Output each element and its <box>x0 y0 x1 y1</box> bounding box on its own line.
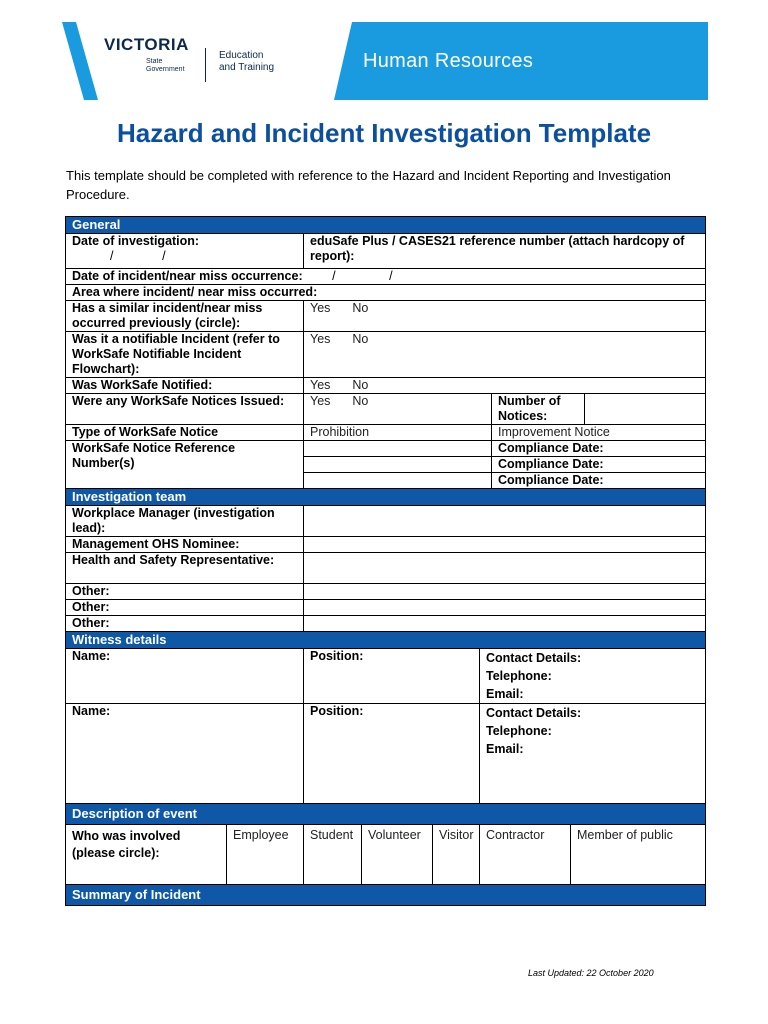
notices-issued-options[interactable]: Yes No <box>304 394 492 425</box>
number-of-notices-input[interactable] <box>585 394 706 425</box>
date-of-incident-field[interactable]: Date of incident/near miss occurrence: / / <box>66 269 706 285</box>
notice-reference-input-1[interactable] <box>304 441 492 457</box>
witness-position-2[interactable]: Position: <box>304 704 480 804</box>
witness-contact-2[interactable]: Contact Details: Telephone: Email: <box>480 704 706 804</box>
witness-name-2[interactable]: Name: <box>66 704 304 804</box>
hsr-input[interactable] <box>304 553 706 584</box>
notice-reference-input-3[interactable] <box>304 473 492 489</box>
option-contractor[interactable]: Contractor <box>480 825 571 885</box>
worksafe-notified-options[interactable]: Yes No <box>304 378 706 394</box>
other-input-1[interactable] <box>304 584 706 600</box>
similar-incident-label: Has a similar incident/near miss occurred previously (circle): <box>66 301 304 332</box>
notifiable-incident-label: Was it a notifiable Incident (refer to WorkSafe Notifiable Incident Flowchart): <box>66 332 304 378</box>
section-general: General <box>66 217 706 234</box>
section-witness-details: Witness details <box>66 632 706 649</box>
other-label-3: Other: <box>66 616 304 632</box>
who-involved-label: Who was involved (please circle): <box>66 825 227 885</box>
notice-type-prohibition[interactable]: Prohibition <box>304 425 492 441</box>
compliance-date-3[interactable]: Compliance Date: <box>492 473 706 489</box>
victoria-logo-sub: State Government <box>146 58 185 73</box>
date-of-investigation-field[interactable]: Date of investigation: / / <box>66 234 304 269</box>
other-input-2[interactable] <box>304 600 706 616</box>
notifiable-incident-options[interactable]: Yes No <box>304 332 706 378</box>
last-updated: Last Updated: 22 October 2020 <box>528 968 654 978</box>
workplace-manager-label: Workplace Manager (investigation lead): <box>66 506 304 537</box>
option-employee[interactable]: Employee <box>227 825 304 885</box>
section-description-of-event: Description of event <box>66 804 706 825</box>
page-title: Hazard and Incident Investigation Template <box>116 118 652 148</box>
option-visitor[interactable]: Visitor <box>433 825 480 885</box>
edusafe-reference-field[interactable]: eduSafe Plus / CASES21 reference number (attach hardcopy of report): <box>304 234 706 269</box>
notice-type-improvement[interactable]: Improvement Notice <box>492 425 706 441</box>
ohs-nominee-input[interactable] <box>304 537 706 553</box>
logo-divider <box>205 48 206 82</box>
section-summary-of-incident: Summary of Incident <box>66 885 706 906</box>
other-label-2: Other: <box>66 600 304 616</box>
worksafe-notified-label: Was WorkSafe Notified: <box>66 378 304 394</box>
similar-incident-options[interactable]: Yes No <box>304 301 706 332</box>
notices-issued-label: Were any WorkSafe Notices Issued: <box>66 394 304 425</box>
victoria-logo: VICTORIA <box>104 35 189 54</box>
notice-reference-label: WorkSafe Notice Reference Number(s) <box>66 441 304 489</box>
hsr-label: Health and Safety Representative: <box>66 553 304 584</box>
notice-type-label: Type of WorkSafe Notice <box>66 425 304 441</box>
option-member-of-public[interactable]: Member of public <box>571 825 706 885</box>
witness-name-1[interactable]: Name: <box>66 649 304 704</box>
ohs-nominee-label: Management OHS Nominee: <box>66 537 304 553</box>
witness-contact-1[interactable]: Contact Details: Telephone: Email: <box>480 649 706 704</box>
compliance-date-2[interactable]: Compliance Date: <box>492 457 706 473</box>
other-input-3[interactable] <box>304 616 706 632</box>
workplace-manager-input[interactable] <box>304 506 706 537</box>
notice-reference-input-2[interactable] <box>304 457 492 473</box>
department-name: Education and Training <box>219 50 275 73</box>
number-of-notices-label: Number of Notices: <box>492 394 585 425</box>
section-investigation-team: Investigation team <box>66 489 706 506</box>
intro-text: This template should be completed with reference to the Hazard and Incident Reporting and Investigation Procedure. <box>66 168 671 202</box>
witness-position-1[interactable]: Position: <box>304 649 480 704</box>
compliance-date-1[interactable]: Compliance Date: <box>492 441 706 457</box>
other-label-1: Other: <box>66 584 304 600</box>
area-of-incident-field[interactable]: Area where incident/ near miss occurred: <box>66 285 706 301</box>
investigation-form <box>65 216 706 906</box>
option-student[interactable]: Student <box>304 825 362 885</box>
banner-title: Human Resources <box>363 50 534 72</box>
option-volunteer[interactable]: Volunteer <box>362 825 433 885</box>
